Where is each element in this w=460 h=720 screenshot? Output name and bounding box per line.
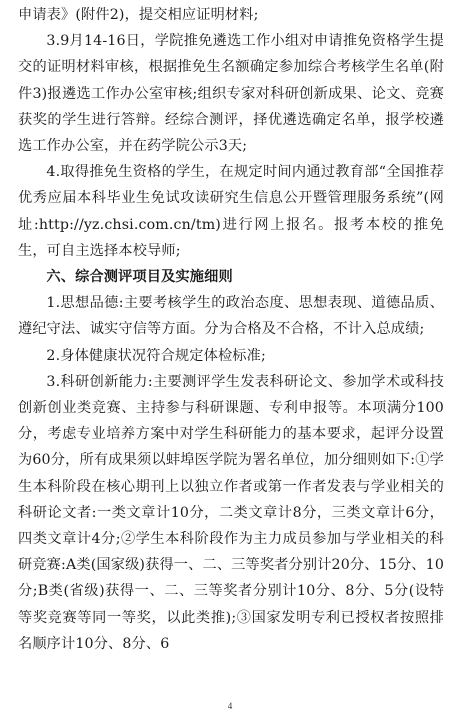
page-number: 4 <box>227 701 233 711</box>
paragraph-moral-character: 1.思想品德:主要考核学生的政治态度、思想表现、道德品质、遵纪守法、诚实守信等方面。分为合格及不合格，不计入总成绩; <box>18 295 444 338</box>
paragraph-research-ability: 3.科研创新能力:主要测评学生发表科研论文、参加学术或科技创新创业类竞赛、主持参与科研课题、专利申报等。本项满分100分，考虑专业培养方案中对学生科研能力的基本要求，起评分设置为60分，所有成果须以蚌埠医学院为署名单位，加分细则如下:①学生本科阶段在核心期刊上以独立作者或第一作者发表与学业相关的科研论文者:一类文章计10分，二类文章计8分，三类文章计6分，四类文章计4分;②学生本科阶段作为主力成员参加与学业相关的科研竞赛:A类(国家级)获得一、二、三等奖者分别计20分、15分、10分;B类(省级)获得一、二、三等奖者分别计10分、8分、5分(设特等奖竞赛等同一等奖，以此类推);③国家发明专利已授权者按照排名顺序计10分、8分、6 <box>18 373 444 652</box>
paragraph-physical-health: 2.身体健康状况符合规定体检标准; <box>46 347 266 364</box>
paragraph-item-3: 3.9月14-16日，学院推免遴选工作小组对申请推免资格学生提交的证明材料审核，根据推免生名额确定参加综合考核学生名单(附件3)报遴选工作办公室审核;组织专家对科研创新成果、论文、竞赛获奖的学生进行答辩。经综合测评，择优遴选确定名单，报学校遴选工作办公室，并在药学院公示3天; <box>18 33 444 155</box>
paragraph-item-4: 4.取得推免生资格的学生，在规定时间内通过教育部“全国推荐优秀应届本科毕业生免试攻读研究生信息公开暨管理服务系统”(网址:http://yz.chsi.com.cn/tm)进行网上报名。报考本校的推免生，可自主选择本校导师; <box>18 164 444 259</box>
paragraph-attachment-note: 申请表》(附件2)，提交相应证明材料; <box>18 7 259 23</box>
section-heading-6: 六、综合测评项目及实施细则 <box>46 269 233 286</box>
document-page <box>18 2 444 657</box>
